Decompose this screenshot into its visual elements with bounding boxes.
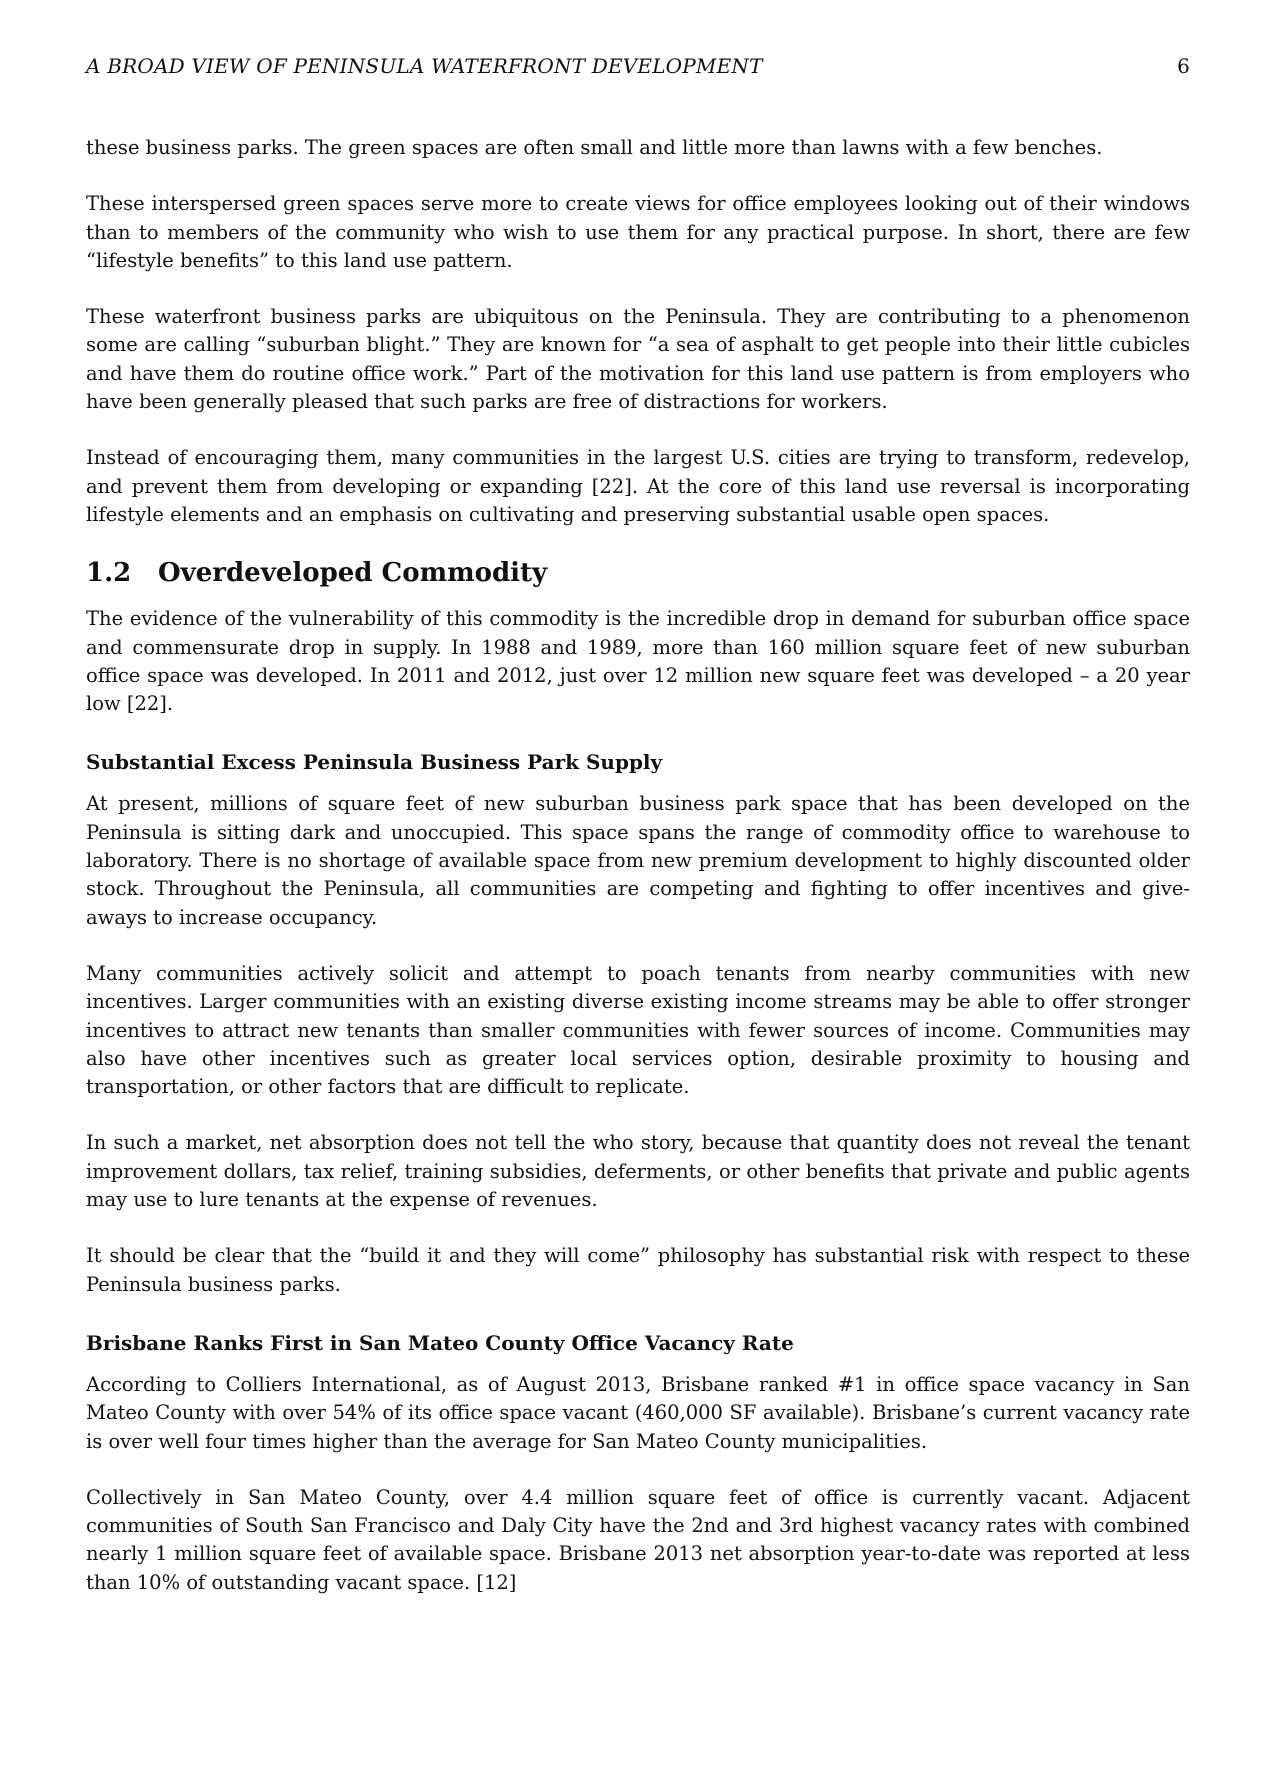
section-heading <box>86 557 1190 589</box>
subsection-heading: Substantial Excess Peninsula Business Park Supply <box>86 750 663 775</box>
paragraph: Many communities actively solicit and attempt to poach tenants from nearby communities with new incentives. Larger communities with an existing diverse existing income streams may be able to offer stronger incentives to attract new tenants than smaller communities with fewer sources of income. Communities may also have other incentives such as greater local services option, desirable proximity to housing and transportation, or other factors that are difficult to replicate. <box>86 961 1190 1099</box>
running-header-title: A BROAD VIEW OF PENINSULA WATERFRONT DEVELOPMENT <box>86 54 763 78</box>
running-header <box>86 54 1190 86</box>
paragraph: In such a market, net absorption does not tell the who story, because that quantity does not reveal the tenant improvement dollars, tax relief, training subsidies, deferments, or other benefits that private and public agents may use to lure tenants at the expense of revenues. <box>86 1131 1190 1212</box>
paragraph: these business parks. The green spaces are often small and little more than lawns with a few benches. <box>86 136 1103 159</box>
paragraph: Instead of encouraging them, many communities in the largest U.S. cities are trying to transform, redevelop, and prevent them from developing or expanding [22]. At the core of this land use reversal is incorporating lifestyle elements and an emphasis on cultivating and preserving substantial usable open spaces. <box>86 446 1190 526</box>
paragraph: Collectively in San Mateo County, over 4.4 million square feet of office is currently vacant. Adjacent communities of South San Francisco and Daly City have the 2nd and 3rd highest vacancy rates with combined nearly 1 million square feet of available space. Brisbane 2013 net absorption year-to-date was reported at less than 10% of outstanding vacant space. [12] <box>86 1485 1190 1594</box>
paragraph: These waterfront business parks are ubiquitous on the Peninsula. They are contributing to a phenomenon some are calling “suburban blight.” They are known for “a sea of asphalt to get people into their little cubicles and have them do routine office work.” Part of the motivation for this land use pattern is from employers who have been generally pleased that such parks are free of distractions for workers. <box>86 305 1190 414</box>
paragraph: These interspersed green spaces serve more to create views for office employees looking out of their windows than to members of the community who wish to use them for any practical purpose. In short, there are few “lifestyle benefits” to this land use pattern. <box>86 192 1190 272</box>
section-number: 1.2 <box>86 558 132 589</box>
paragraph: According to Colliers International, as of August 2013, Brisbane ranked #1 in office space vacancy in San Mateo County with over 54% of its office space vacant (460,000 SF available). Brisbane’s current vacancy rate is over well four times higher than the average for San Mateo County municipalities. <box>86 1372 1190 1453</box>
page-number: 6 <box>1177 54 1190 78</box>
paragraph: At present, millions of square feet of new suburban business park space that has been developed on the Peninsula is sitting dark and unoccupied. This space spans the range of commodity office to warehouse to laboratory. There is no shortage of available space from new premium development to highly discounted older stock. Throughout the Peninsula, all communities are competing and fighting to offer incentives and give-aways to increase occupancy. <box>86 792 1190 929</box>
paragraph: The evidence of the vulnerability of this commodity is the incredible drop in demand for suburban office space and commensurate drop in supply. In 1988 and 1989, more than 160 million square feet of new suburban office space was developed. In 2011 and 2012, just over 12 million new square feet was developed – a 20 year low [22]. <box>86 607 1190 716</box>
section-title: Overdeveloped Commodity <box>158 558 548 589</box>
document-body <box>86 134 1190 1625</box>
paragraph: It should be clear that the “build it and they will come” philosophy has substantial risk with respect to these Peninsula business parks. <box>86 1244 1190 1296</box>
subsection-heading: Brisbane Ranks First in San Mateo County Office Vacancy Rate <box>86 1330 794 1355</box>
